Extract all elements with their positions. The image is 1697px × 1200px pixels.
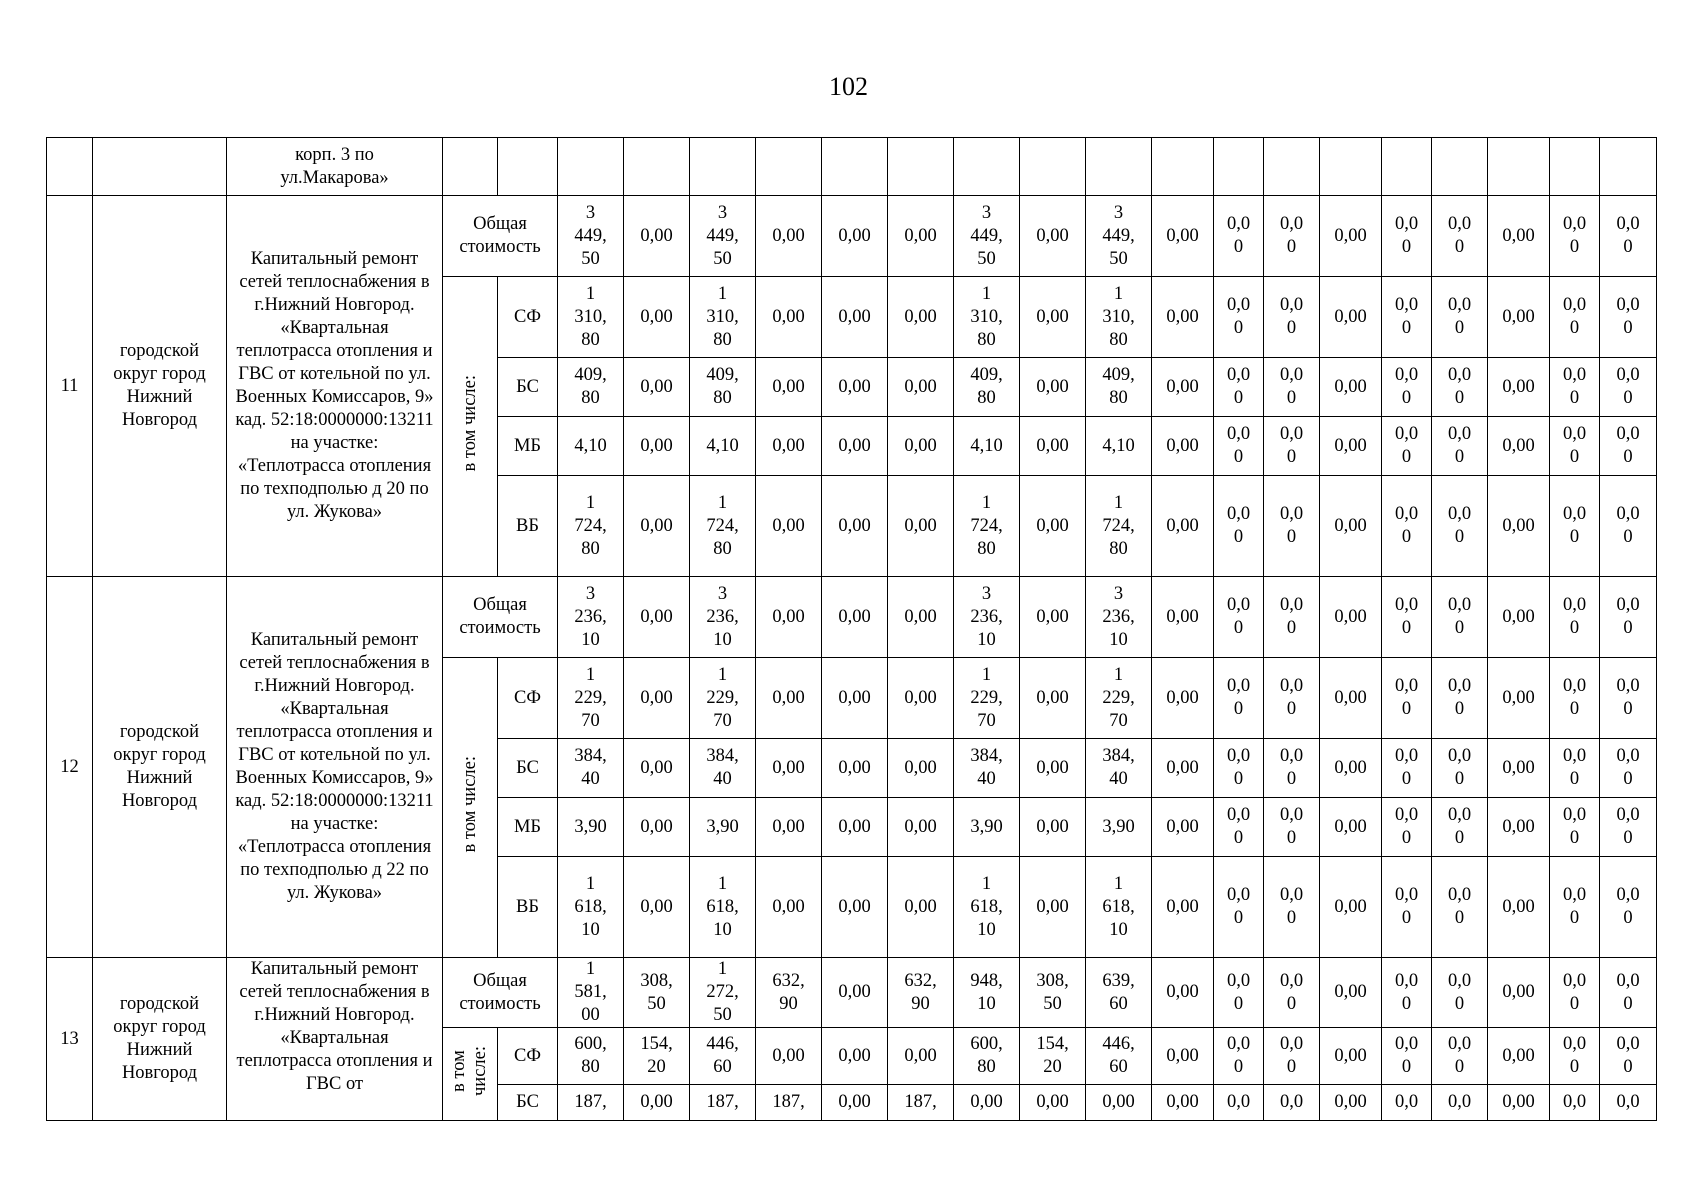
value-cell: 0,00 [1152,358,1214,417]
value-cell: 409, 80 [954,358,1020,417]
value-cell: 0,00 [1020,857,1086,958]
value-cell: 3,90 [690,798,756,857]
value-cell: 0,0 0 [1550,417,1600,476]
value-cell [624,138,690,196]
value-cell: 0,0 0 [1550,476,1600,577]
value-cell: 187, [690,1085,756,1121]
value-cell: 0,0 0 [1214,857,1264,958]
value-cell: 1 618, 10 [1086,857,1152,958]
value-cell: 0,00 [1020,1085,1086,1121]
value-cell [888,138,954,196]
value-cell: 0,00 [1020,476,1086,577]
funding-source-label: МБ [498,798,558,857]
value-cell: 1 272, 50 [690,958,756,1028]
value-cell: 0,00 [888,658,954,739]
value-cell: 0,00 [1320,577,1382,658]
value-cell: 0,0 0 [1382,196,1432,277]
value-cell: 3 236, 10 [690,577,756,658]
value-cell: 0,0 0 [1264,857,1320,958]
value-cell [1152,138,1214,196]
value-cell: 154, 20 [1020,1028,1086,1085]
value-cell [1488,138,1550,196]
value-cell: 0,00 [1020,358,1086,417]
value-cell: 0,0 [1550,1085,1600,1121]
total-cost-label: Общая стоимость [443,196,558,277]
value-cell [558,138,624,196]
value-cell: 0,0 [1600,1085,1657,1121]
value-cell: 0,00 [888,857,954,958]
value-cell: 0,00 [624,577,690,658]
value-cell: 0,0 0 [1214,958,1264,1028]
value-cell: 187, [558,1085,624,1121]
value-cell: 0,0 0 [1432,798,1488,857]
value-cell: 0,0 0 [1600,277,1657,358]
total-cost-label: Общая стоимость [443,577,558,658]
value-cell: 0,00 [822,358,888,417]
object-name-cell: Капитальный ремонт сетей теплоснабжения в г.Нижний Новгород. «Квартальная теплотрасса отопления и ГВС от [227,958,443,1121]
municipality-cell [93,138,227,196]
value-cell: 1 310, 80 [690,277,756,358]
section-total-row [47,577,1657,658]
value-cell: 0,00 [1320,417,1382,476]
value-cell: 3 449, 50 [690,196,756,277]
value-cell: 0,00 [1320,476,1382,577]
value-cell: 0,0 0 [1600,417,1657,476]
value-cell: 0,00 [1488,577,1550,658]
value-cell: 0,00 [624,658,690,739]
municipality-cell: городской округ город Нижний Новгород [93,577,227,958]
value-cell: 409, 80 [1086,358,1152,417]
value-cell: 409, 80 [690,358,756,417]
value-cell: 0,00 [1488,277,1550,358]
value-cell: 0,0 0 [1432,577,1488,658]
value-cell: 0,0 0 [1214,739,1264,798]
funding-source-label: ВБ [498,476,558,577]
value-cell: 0,0 0 [1214,798,1264,857]
value-cell: 0,0 0 [1432,358,1488,417]
value-cell: 0,0 0 [1432,196,1488,277]
including-label-cell [443,658,498,958]
value-cell: 0,00 [888,798,954,857]
value-cell: 0,00 [1152,958,1214,1028]
value-cell: 0,00 [1488,476,1550,577]
value-cell: 0,00 [888,277,954,358]
value-cell: 0,0 0 [1432,857,1488,958]
value-cell: 3,90 [1086,798,1152,857]
value-cell: 0,0 0 [1432,658,1488,739]
page-number: 102 [829,72,868,101]
value-cell: 0,0 0 [1382,577,1432,658]
section-total-row [47,958,1657,1028]
value-cell: 1 581, 00 [558,958,624,1028]
value-cell: 0,00 [1488,857,1550,958]
value-cell: 0,0 [1214,1085,1264,1121]
value-cell: 308, 50 [624,958,690,1028]
value-cell [1320,138,1382,196]
value-cell: 384, 40 [558,739,624,798]
value-cell [822,138,888,196]
value-cell: 0,00 [1320,1028,1382,1085]
value-cell: 0,00 [624,196,690,277]
funding-source-label: СФ [498,277,558,358]
value-cell [1264,138,1320,196]
value-cell: 0,00 [1320,196,1382,277]
value-cell [690,138,756,196]
value-cell: 0,0 0 [1214,417,1264,476]
value-cell: 0,0 0 [1214,1028,1264,1085]
value-cell: 0,0 0 [1600,476,1657,577]
value-cell: 0,00 [1152,417,1214,476]
value-cell [1550,138,1600,196]
value-cell: 446, 60 [690,1028,756,1085]
funding-source-cell [498,138,558,196]
value-cell: 0,00 [1152,798,1214,857]
value-cell: 0,00 [1488,1028,1550,1085]
value-cell: 0,00 [822,577,888,658]
value-cell: 600, 80 [558,1028,624,1085]
value-cell: 187, [756,1085,822,1121]
value-cell: 1 618, 10 [558,857,624,958]
value-cell: 0,00 [888,196,954,277]
value-cell: 0,0 0 [1264,358,1320,417]
value-cell: 0,00 [1488,1085,1550,1121]
value-cell: 3 449, 50 [954,196,1020,277]
value-cell: 0,00 [1320,658,1382,739]
value-cell: 0,00 [624,277,690,358]
value-cell: 409, 80 [558,358,624,417]
value-cell: 4,10 [1086,417,1152,476]
value-cell: 0,00 [1320,857,1382,958]
value-cell: 0,0 0 [1382,739,1432,798]
funding-source-label: БС [498,358,558,417]
value-cell: 0,0 0 [1382,658,1432,739]
funding-source-label: СФ [498,1028,558,1085]
value-cell: 0,0 [1382,1085,1432,1121]
value-cell [756,138,822,196]
value-cell: 0,00 [756,1028,822,1085]
value-cell: 0,0 0 [1550,1028,1600,1085]
including-label: в том числе: [449,1045,490,1096]
value-cell: 0,00 [822,739,888,798]
section-total-row [47,196,1657,277]
value-cell: 0,0 [1432,1085,1488,1121]
value-cell: 0,00 [624,739,690,798]
value-cell: 632, 90 [756,958,822,1028]
value-cell: 0,0 0 [1264,798,1320,857]
value-cell: 0,00 [822,658,888,739]
funding-group-cell [443,138,498,196]
value-cell: 384, 40 [690,739,756,798]
value-cell: 0,00 [756,196,822,277]
value-cell: 0,0 0 [1264,417,1320,476]
value-cell: 0,00 [1488,417,1550,476]
value-cell: 0,00 [822,417,888,476]
value-cell: 1 310, 80 [954,277,1020,358]
value-cell: 0,0 0 [1264,958,1320,1028]
value-cell: 0,0 [1264,1085,1320,1121]
value-cell: 0,00 [624,476,690,577]
value-cell: 0,00 [1488,739,1550,798]
value-cell: 0,00 [822,857,888,958]
including-label: в том числе: [459,374,480,472]
value-cell: 0,00 [624,857,690,958]
value-cell: 0,0 0 [1600,857,1657,958]
value-cell: 0,0 0 [1382,476,1432,577]
value-cell: 0,00 [888,476,954,577]
value-cell: 1 618, 10 [954,857,1020,958]
value-cell: 0,00 [1320,358,1382,417]
value-cell: 0,0 0 [1432,958,1488,1028]
value-cell: 1 229, 70 [690,658,756,739]
value-cell: 4,10 [558,417,624,476]
funding-source-label: БС [498,1085,558,1121]
value-cell: 0,0 0 [1432,277,1488,358]
value-cell: 4,10 [954,417,1020,476]
value-cell: 0,0 0 [1432,476,1488,577]
value-cell: 154, 20 [624,1028,690,1085]
value-cell: 0,00 [1152,1085,1214,1121]
value-cell: 0,0 0 [1382,958,1432,1028]
value-cell: 0,0 0 [1214,577,1264,658]
value-cell: 0,00 [888,577,954,658]
value-cell: 0,0 0 [1550,798,1600,857]
value-cell [1432,138,1488,196]
value-cell: 0,0 0 [1264,739,1320,798]
value-cell: 0,0 0 [1214,196,1264,277]
value-cell: 0,00 [1020,417,1086,476]
funding-source-label: СФ [498,658,558,739]
value-cell: 0,0 0 [1214,658,1264,739]
value-cell: 0,00 [822,277,888,358]
value-cell: 1 724, 80 [558,476,624,577]
value-cell: 0,0 0 [1264,658,1320,739]
value-cell: 187, [888,1085,954,1121]
value-cell: 0,00 [756,658,822,739]
value-cell: 0,00 [1488,358,1550,417]
value-cell: 632, 90 [888,958,954,1028]
budget-table [46,137,1657,1121]
value-cell: 0,00 [1320,958,1382,1028]
value-cell: 0,00 [888,417,954,476]
value-cell: 0,00 [1020,577,1086,658]
value-cell: 0,00 [1488,798,1550,857]
value-cell: 0,00 [756,577,822,658]
value-cell: 446, 60 [1086,1028,1152,1085]
value-cell: 3,90 [558,798,624,857]
value-cell: 1 618, 10 [690,857,756,958]
value-cell: 0,00 [756,358,822,417]
value-cell: 384, 40 [954,739,1020,798]
value-cell: 0,0 0 [1382,358,1432,417]
value-cell: 0,0 0 [1600,798,1657,857]
row-number-cell: 12 [47,577,93,958]
value-cell: 0,00 [1152,277,1214,358]
value-cell: 0,0 0 [1600,958,1657,1028]
value-cell: 0,0 0 [1264,577,1320,658]
value-cell: 0,00 [1152,577,1214,658]
value-cell: 0,0 0 [1432,1028,1488,1085]
funding-source-label: ВБ [498,857,558,958]
value-cell: 0,0 0 [1550,196,1600,277]
value-cell: 0,00 [1086,1085,1152,1121]
value-cell: 1 229, 70 [954,658,1020,739]
value-cell: 1 724, 80 [690,476,756,577]
value-cell: 0,0 0 [1264,196,1320,277]
value-cell: 0,00 [1488,196,1550,277]
value-cell: 1 724, 80 [954,476,1020,577]
value-cell: 0,00 [822,1085,888,1121]
row-number-cell: 11 [47,196,93,577]
municipality-cell: городской округ город Нижний Новгород [93,958,227,1121]
including-label-cell [443,1028,498,1121]
value-cell: 3,90 [954,798,1020,857]
value-cell: 4,10 [690,417,756,476]
value-cell: 0,0 0 [1214,476,1264,577]
including-label: в том числе: [459,755,480,853]
value-cell: 639, 60 [1086,958,1152,1028]
value-cell: 0,00 [822,476,888,577]
object-name-cell: Капитальный ремонт сетей теплоснабжения в г.Нижний Новгород. «Квартальная теплотрасса отопления и ГВС от котельной по ул. Военных Комиссаров, 9» кад. 52:18:0000000:13211 на участке: «Теплотрасса отопления по техподполью д 20 по ул. Жукова» [227,196,443,577]
value-cell: 0,0 0 [1550,658,1600,739]
value-cell: 1 310, 80 [558,277,624,358]
value-cell: 0,00 [624,358,690,417]
value-cell: 0,00 [888,739,954,798]
value-cell: 0,00 [1320,1085,1382,1121]
value-cell: 0,0 0 [1550,958,1600,1028]
value-cell: 1 724, 80 [1086,476,1152,577]
value-cell: 3 236, 10 [1086,577,1152,658]
value-cell: 0,00 [624,1085,690,1121]
value-cell: 0,00 [1488,958,1550,1028]
value-cell: 0,0 0 [1264,476,1320,577]
value-cell: 0,00 [756,476,822,577]
including-label-cell [443,277,498,577]
value-cell: 0,0 0 [1264,1028,1320,1085]
value-cell: 0,00 [756,798,822,857]
value-cell: 0,0 0 [1382,277,1432,358]
value-cell: 0,00 [756,857,822,958]
value-cell [1382,138,1432,196]
value-cell: 0,0 0 [1432,739,1488,798]
value-cell: 3 449, 50 [558,196,624,277]
municipality-cell: городской округ город Нижний Новгород [93,196,227,577]
value-cell: 0,00 [1152,739,1214,798]
value-cell: 384, 40 [1086,739,1152,798]
value-cell: 0,0 0 [1382,417,1432,476]
value-cell: 0,00 [1020,196,1086,277]
value-cell: 0,0 0 [1600,1028,1657,1085]
total-cost-label: Общая стоимость [443,958,558,1028]
value-cell: 0,00 [1320,798,1382,857]
value-cell: 0,00 [822,958,888,1028]
value-cell: 0,00 [1020,658,1086,739]
value-cell: 0,00 [1152,1028,1214,1085]
value-cell: 0,00 [1152,857,1214,958]
value-cell: 0,00 [888,1028,954,1085]
value-cell: 3 236, 10 [954,577,1020,658]
value-cell: 600, 80 [954,1028,1020,1085]
value-cell [1600,138,1657,196]
value-cell: 308, 50 [1020,958,1086,1028]
continuation-row [47,138,1657,196]
value-cell [1020,138,1086,196]
value-cell: 0,00 [756,417,822,476]
value-cell: 0,00 [624,798,690,857]
row-number-cell [47,138,93,196]
value-cell: 948, 10 [954,958,1020,1028]
value-cell: 0,0 0 [1264,277,1320,358]
value-cell: 0,00 [1152,476,1214,577]
value-cell: 0,0 0 [1382,857,1432,958]
value-cell: 0,00 [1488,658,1550,739]
value-cell: 0,00 [1320,277,1382,358]
value-cell [954,138,1020,196]
value-cell: 0,00 [756,277,822,358]
value-cell: 0,0 0 [1382,1028,1432,1085]
value-cell: 0,00 [1020,277,1086,358]
value-cell: 1 229, 70 [1086,658,1152,739]
value-cell: 0,0 0 [1550,277,1600,358]
value-cell: 3 449, 50 [1086,196,1152,277]
value-cell: 0,00 [1152,196,1214,277]
value-cell: 0,0 0 [1600,658,1657,739]
value-cell: 0,0 0 [1600,577,1657,658]
funding-source-label: БС [498,739,558,798]
value-cell: 0,0 0 [1600,358,1657,417]
value-cell: 0,00 [954,1085,1020,1121]
value-cell: 0,0 0 [1550,577,1600,658]
object-name-cell: Капитальный ремонт сетей теплоснабжения в г.Нижний Новгород. «Квартальная теплотрасса отопления и ГВС от котельной по ул. Военных Комиссаров, 9» кад. 52:18:0000000:13211 на участке: «Теплотрасса отопления по техподполью д 22 по ул. Жукова» [227,577,443,958]
value-cell: 0,0 0 [1214,277,1264,358]
value-cell: 0,00 [756,739,822,798]
value-cell: 0,0 0 [1432,417,1488,476]
value-cell: 0,00 [1020,739,1086,798]
value-cell: 0,00 [1020,798,1086,857]
funding-source-label: МБ [498,417,558,476]
value-cell: 0,0 0 [1550,857,1600,958]
value-cell: 0,0 0 [1600,739,1657,798]
value-cell: 0,0 0 [1214,358,1264,417]
value-cell: 0,0 0 [1550,358,1600,417]
value-cell: 0,00 [822,196,888,277]
value-cell: 0,00 [822,1028,888,1085]
value-cell: 0,00 [1320,739,1382,798]
value-cell: 1 310, 80 [1086,277,1152,358]
value-cell [1214,138,1264,196]
object-name-cell: корп. 3 по ул.Макарова» [227,138,443,196]
value-cell: 0,0 0 [1600,196,1657,277]
value-cell: 3 236, 10 [558,577,624,658]
value-cell: 0,00 [1152,658,1214,739]
value-cell: 0,00 [822,798,888,857]
value-cell: 1 229, 70 [558,658,624,739]
row-number-cell: 13 [47,958,93,1121]
value-cell: 0,00 [624,417,690,476]
value-cell: 0,0 0 [1382,798,1432,857]
value-cell: 0,0 0 [1550,739,1600,798]
value-cell [1086,138,1152,196]
value-cell: 0,00 [888,358,954,417]
